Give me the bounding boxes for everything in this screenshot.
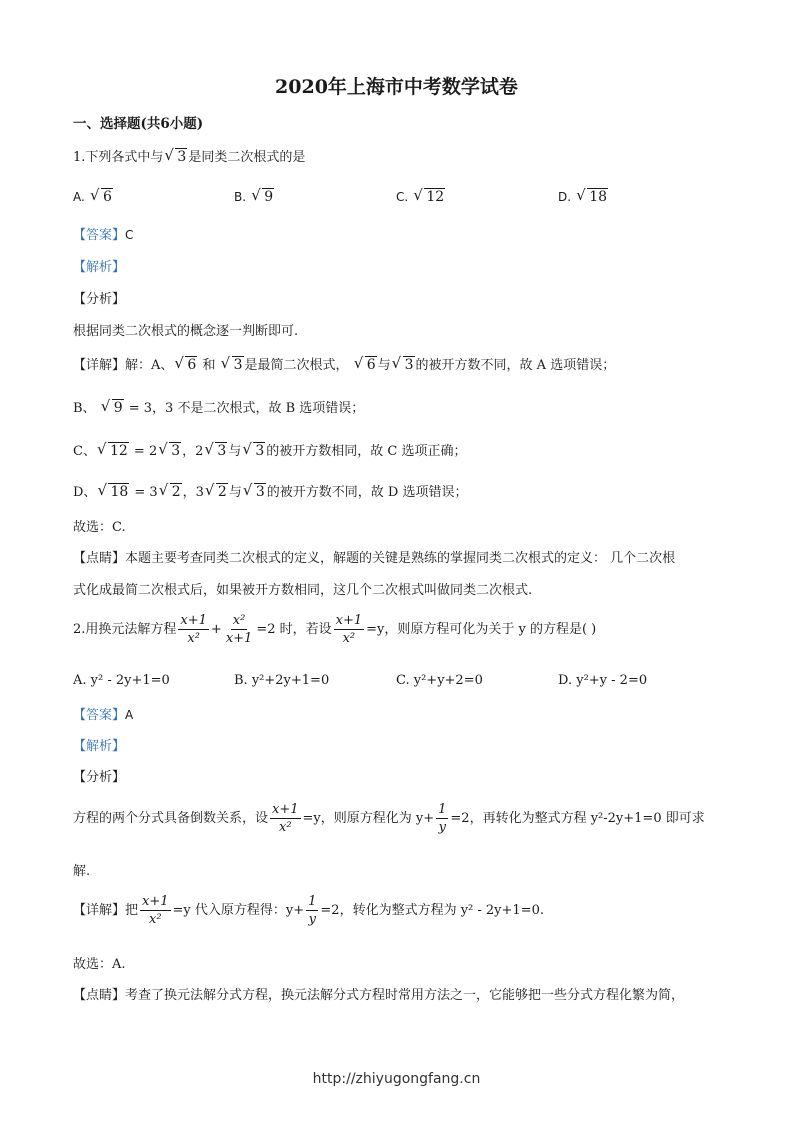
- q2-fenxi-text-2: 解.: [73, 864, 91, 879]
- q1-answer: 【答案】C: [73, 228, 134, 243]
- footer-url[interactable]: http://zhiyugongfang.cn: [312, 1071, 481, 1087]
- page-title: 2020年上海市中考数学试卷: [275, 76, 518, 98]
- question-1-stem: 1.下列各式中与 √ 3 是同类二次根式的是: [73, 146, 306, 165]
- q1-option-b: B. √ 9: [234, 186, 274, 205]
- q1-fenxi-text: 根据同类二次根式的概念逐一判断即可.: [73, 324, 299, 339]
- q2-option-c: C. y²+y+2=0: [396, 673, 483, 688]
- q1-detail-b: B、 √ 9 = 3，3 不是二次根式，故 B 选项错误；: [73, 397, 365, 416]
- q2-detail: 【详解】把 $\frac{x+1}{\text{x²}}$ =y 代入原方程得：y+ $\frac{1}{y}$ =2，转化为整式方程为 y² ‑ 2y+1=0.: [73, 894, 544, 927]
- sqrt-3: √ 3: [164, 146, 187, 165]
- q1-dianjing-1: 【点睛】本题主要考查同类二次根式的定义，解题的关键是熟练的掌握同类二次根式的定义： 几个二次根: [73, 551, 676, 566]
- q1-fenxi-tag: 【分析】: [73, 292, 126, 307]
- q1-detail-a: 【详解】解：A、 √ 6 和 √ 3 是最简二次根式， √ 6 与 √ 3 的被开方数不同，故 A 选项错误；: [73, 354, 616, 373]
- q2-option-b: B. y²+2y+1=0: [234, 673, 330, 688]
- q2-answer: 【答案】A: [73, 708, 134, 723]
- q2-fenxi-text: 方程的两个分式具备倒数关系，设 $\frac{x+1}{\text{x²}}$ =y，则原方程化为 y+ $\frac{1}{y}$ =2，再转化为整式方程 y²-2y+1=0 即可求: [73, 802, 705, 835]
- q1-detail-d: D、 √ 18 = 3 √ 2 ，3 √ 2 与 √ 3 的被开方数不同，故 D 选项错误；: [73, 481, 468, 500]
- q1-dianjing-2: 式化成最简二次根式后，如果被开方数相同，这几个二次根式叫做同类二次根式.: [73, 583, 533, 598]
- section-heading: 一、选择题(共6小题): [73, 116, 204, 132]
- q2-option-a: A. y² ‑ 2y+1=0: [73, 673, 170, 688]
- q1-option-d: D. √ 18: [558, 186, 608, 205]
- question-2-stem: 2.用换元法解方程 $\frac{x+1}{\text{x²}}$ + $\frac{\text{x²}}{x+1}$ =2 时，若设 $\frac{x+1}{\text{x²}}$ =y，则原方程可化为关于 y 的方程是( ): [73, 613, 597, 646]
- q2-dianjing: 【点睛】考查了换元法解分式方程，换元法解分式方程时常用方法之一，它能够把一些分式方程化繁为简，: [73, 988, 685, 1003]
- q2-jiexi-tag: 【解析】: [73, 739, 126, 754]
- q2-fenxi-tag: 【分析】: [73, 770, 126, 785]
- q1-jiexi-tag: 【解析】: [73, 260, 126, 275]
- q1-choice: 故选：C.: [73, 520, 126, 535]
- q1-detail-c: C、 √ 12 = 2 √ 3 ，2 √ 3 与 √ 3 的被开方数相同，故 C 选项正确；: [73, 440, 467, 459]
- q2-option-d: D. y²+y ‑ 2=0: [558, 673, 648, 688]
- q2-choice: 故选：A.: [73, 957, 126, 972]
- q1-option-c: C. √ 12: [396, 186, 445, 205]
- q1-option-a: A. √ 6: [73, 186, 112, 205]
